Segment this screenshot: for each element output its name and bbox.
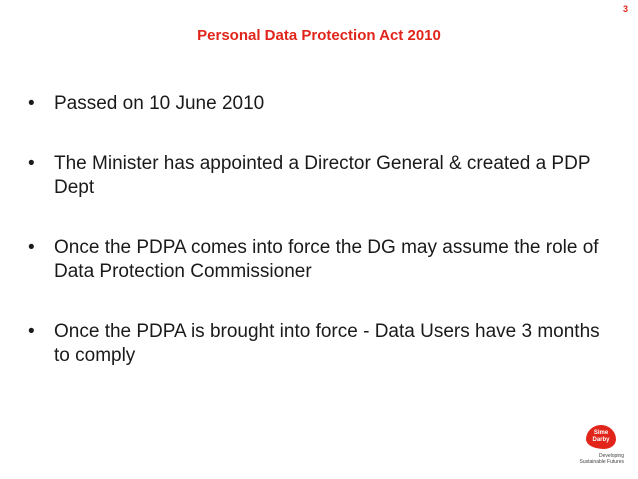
slide-number: 3 [622,4,628,14]
bullet-icon: • [28,93,35,114]
bullet-icon: • [28,321,35,342]
logo-mark [586,425,616,449]
bullet-text: Once the PDPA is brought into force - Data Users have 3 months to comply [54,321,600,366]
logo-tagline-line1: Developing [598,453,624,459]
bullet-icon: • [28,237,35,258]
bullet-text: Once the PDPA comes into force the DG may assume the role of Data Protection Commissioner [54,237,599,282]
sime-darby-logo [572,425,628,471]
bullet-list [28,92,618,404]
logo-tagline [572,453,624,465]
bullet-item [28,152,618,200]
bullet-item [28,92,618,116]
bullet-icon: • [28,153,35,174]
logo-line2: Darby [592,437,610,443]
bullet-item [28,236,618,284]
bullet-text: Passed on 10 June 2010 [54,93,265,114]
logo-tagline-line2: Sustainable Futures [579,459,624,465]
bullet-item [28,320,618,368]
bullet-text: The Minister has appointed a Director General & created a PDP Dept [54,153,591,198]
slide-title: Personal Data Protection Act 2010 [197,27,441,44]
logo-line1: Sime [593,430,609,436]
